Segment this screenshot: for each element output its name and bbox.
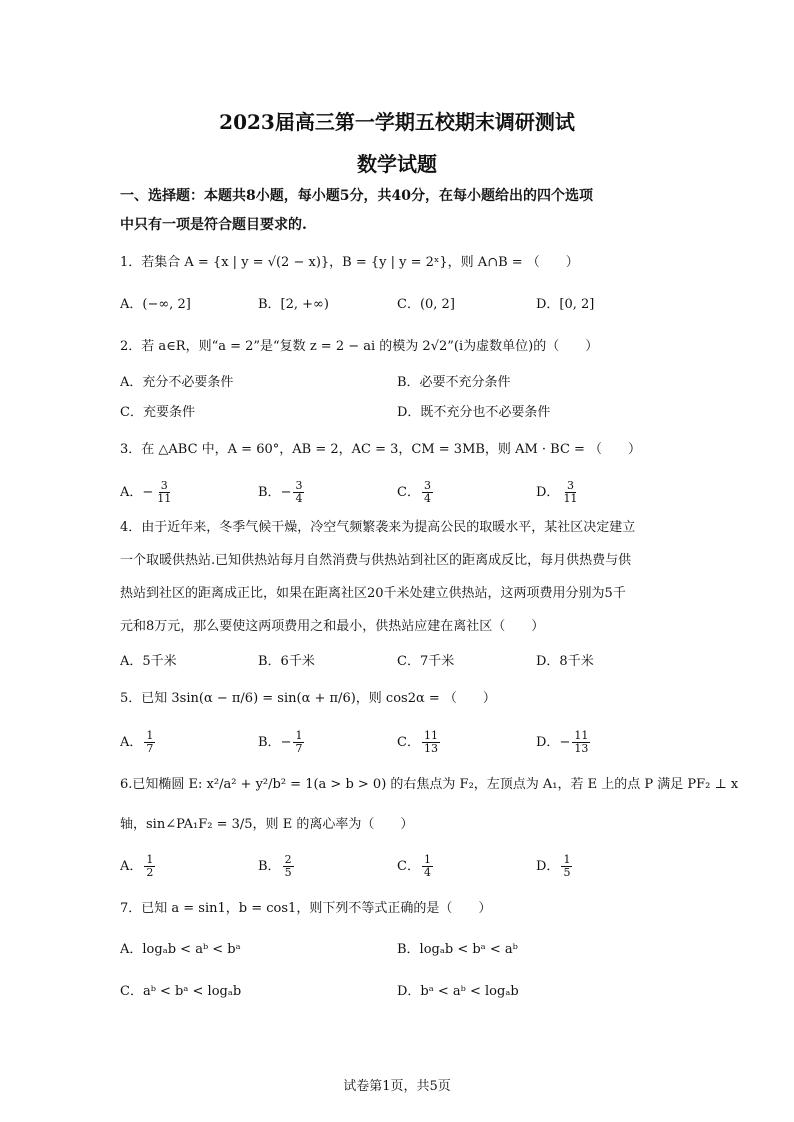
q2-option-d: D．既不充分也不必要条件 xyxy=(397,405,551,420)
q4-option-d: D．8千米 xyxy=(536,654,594,669)
q3-option-b xyxy=(258,476,306,510)
option-label: A． xyxy=(120,859,143,874)
option-fraction xyxy=(144,730,155,755)
fraction-numerator: 1 xyxy=(146,853,154,866)
fraction-denominator: 11 xyxy=(563,492,578,505)
option-label: C． xyxy=(397,735,420,750)
fraction-denominator: 13 xyxy=(574,742,589,755)
q7-option-d: D．bᵃ < aᵇ < logₐb xyxy=(397,984,519,999)
option-label: A． xyxy=(120,485,143,500)
fraction-denominator: 4 xyxy=(295,492,303,505)
fraction-numerator: 11 xyxy=(423,729,438,742)
question-4-line4: 元和8万元，那么要使这两项费用之和最小，供热站应建在离社区（ ） xyxy=(120,619,545,634)
option-label: D． xyxy=(536,735,560,750)
q7-option-a: A．logₐb < aᵇ < bᵃ xyxy=(120,942,241,957)
q6-option-d xyxy=(536,850,574,884)
exam-title: 2023届高三第一学期五校期末调研测试 xyxy=(219,110,575,134)
option-fraction xyxy=(155,480,173,505)
fraction-denominator: 5 xyxy=(284,866,292,879)
question-6-line2: 轴，sin∠PA₁F₂ = 3/5，则 E 的离心率为（ ） xyxy=(120,817,414,832)
option-fraction xyxy=(572,730,590,755)
section-heading-line2: 中只有一项是符合题目要求的. xyxy=(120,217,307,233)
page-footer: 试卷第1页，共5页 xyxy=(343,1079,451,1094)
option-label: B． xyxy=(258,735,281,750)
fraction-numerator: 1 xyxy=(423,853,431,866)
q2-option-b: B．必要不充分条件 xyxy=(397,375,511,390)
question-4-line2: 一个取暖供热站.已知供热站每月自然消费与供热站到社区的距离成反比，每月供热费与供 xyxy=(120,553,632,568)
question-5-stem: 5．已知 3sin(α − π/6) = sin(α + π/6)，则 cos2α = （ ） xyxy=(120,691,496,706)
q6-option-c xyxy=(397,850,435,884)
q1-option-d: D．[0, 2] xyxy=(536,297,595,312)
q1-option-b: B．[2, +∞) xyxy=(258,297,329,312)
question-4-line3: 热站到社区的距离成正比，如果在距离社区20千米处建立供热站，这两项费用分别为5千 xyxy=(120,586,626,601)
option-sign: − xyxy=(280,735,292,750)
fraction-numerator: 1 xyxy=(146,729,154,742)
fraction-denominator: 2 xyxy=(146,866,154,879)
q3-option-a xyxy=(120,476,175,510)
question-3-stem: 3．在 △ABC 中，A = 60°，AB = 2，AC = 3，CM = 3MB，则 AM · BC = （ ） xyxy=(120,442,642,457)
question-7-stem: 7．已知 a = sin1，b = cos1，则下列不等式正确的是（ ） xyxy=(120,901,492,916)
option-fraction xyxy=(561,854,572,879)
q6-option-b xyxy=(258,850,296,884)
option-fraction xyxy=(144,854,155,879)
section-heading-line1: 一、选择题：本题共8小题，每小题5分，共40分，在每小题给出的四个选项 xyxy=(120,188,593,204)
option-fraction xyxy=(422,730,440,755)
fraction-denominator: 5 xyxy=(563,866,571,879)
q2-option-a: A．充分不必要条件 xyxy=(120,375,234,390)
option-label: C． xyxy=(397,485,420,500)
option-label: B． xyxy=(258,485,281,500)
q7-option-c: C．aᵇ < bᵃ < logₐb xyxy=(120,984,242,999)
option-label: D． xyxy=(536,485,560,500)
q5-option-b xyxy=(258,726,306,760)
q4-option-b: B．6千米 xyxy=(258,654,315,669)
fraction-numerator: 3 xyxy=(423,479,431,492)
fraction-numerator: 1 xyxy=(295,729,303,742)
option-fraction xyxy=(283,854,294,879)
option-fraction xyxy=(293,480,304,505)
option-sign: − xyxy=(142,485,154,500)
option-label: D． xyxy=(536,859,560,874)
question-4-line1: 4．由于近年来，冬季气候干燥，冷空气频繁袭来为提高公民的取暖水平，某社区决定建立 xyxy=(120,520,636,535)
fraction-denominator: 4 xyxy=(423,492,431,505)
q5-option-a xyxy=(120,726,157,760)
fraction-denominator: 7 xyxy=(295,742,303,755)
question-6-line1: 6.已知椭圆 E: x²/a² + y²/b² = 1(a > b > 0) 的右焦点为 F₂，左顶点为 A₁，若 E 上的点 P 满足 PF₂ ⊥ x xyxy=(120,777,739,792)
fraction-denominator: 4 xyxy=(423,866,431,879)
q3-option-d xyxy=(536,476,581,510)
q5-option-c xyxy=(397,726,442,760)
q4-option-c: C．7千米 xyxy=(397,654,455,669)
option-fraction xyxy=(422,854,433,879)
q1-option-c: C．(0, 2] xyxy=(397,297,455,312)
option-fraction xyxy=(422,480,433,505)
q5-option-d xyxy=(536,726,592,760)
fraction-numerator: 11 xyxy=(574,729,589,742)
q7-option-b: B．logₐb < bᵃ < aᵇ xyxy=(397,942,518,957)
fraction-numerator: 3 xyxy=(160,479,168,492)
option-sign: − xyxy=(559,735,571,750)
question-2-stem: 2．若 a∈R，则“a = 2”是“复数 z = 2 − ai 的模为 2√2”(i为虚数单位)的（ ） xyxy=(120,339,599,354)
fraction-numerator: 2 xyxy=(284,853,292,866)
fraction-numerator: 3 xyxy=(566,479,574,492)
fraction-denominator: 11 xyxy=(157,492,172,505)
fraction-numerator: 1 xyxy=(563,853,571,866)
fraction-denominator: 13 xyxy=(423,742,438,755)
option-label: C． xyxy=(397,859,420,874)
q2-option-c: C．充要条件 xyxy=(120,405,195,420)
exam-subtitle: 数学试题 xyxy=(357,152,437,176)
q4-option-a: A．5千米 xyxy=(120,654,177,669)
option-fraction xyxy=(293,730,304,755)
option-sign: − xyxy=(280,485,292,500)
q6-option-a xyxy=(120,850,157,884)
fraction-numerator: 3 xyxy=(295,479,303,492)
fraction-denominator: 7 xyxy=(146,742,154,755)
q3-option-c xyxy=(397,476,435,510)
option-fraction xyxy=(561,480,579,505)
option-label: A． xyxy=(120,735,143,750)
option-label: B． xyxy=(258,859,281,874)
question-1-stem: 1．若集合 A = {x | y = √(2 − x)}，B = {y | y = 2ˣ}，则 A∩B = （ ） xyxy=(120,255,579,270)
q1-option-a: A．(−∞, 2] xyxy=(120,297,191,312)
